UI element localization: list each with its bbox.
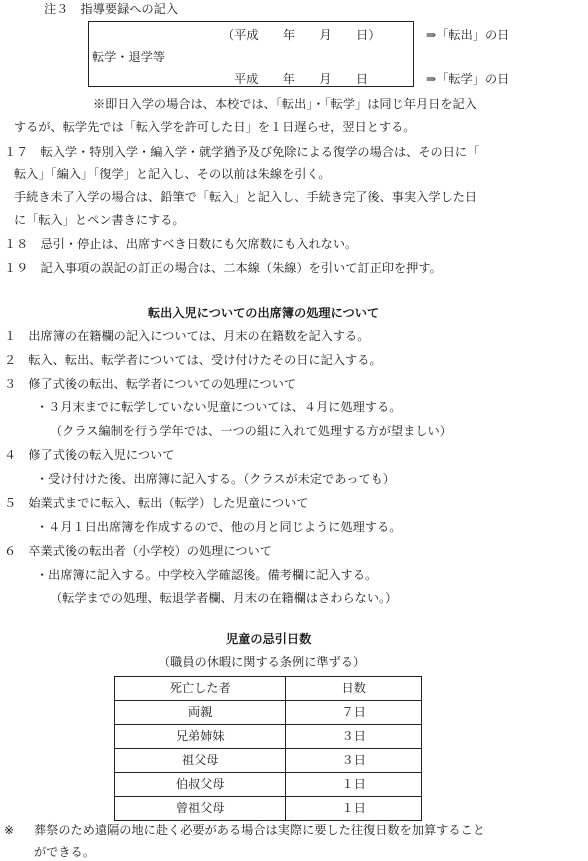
relation-cell: 両親 [115, 701, 286, 725]
section-line: ・４月１日出席簿を作成するので、他の月と同じように処理する。 [36, 520, 402, 534]
days-cell: １日 [286, 773, 422, 797]
item-17-line-1: １７ 転入学・特別入学・編入学・就学猶予及び免除による復学の場合は、その日に「 [4, 145, 480, 159]
section-line: （クラス編制を行う学年では、一つの組に入れて処理する方が望ましい） [50, 424, 452, 438]
kibiki-subtitle: （職員の休暇に関する条例に準ずる） [158, 655, 366, 669]
days-cell: ３日 [286, 749, 422, 773]
bereavement-days-table [114, 676, 422, 821]
relation-cell: 曾祖父母 [115, 797, 286, 821]
section-line: １ 出席簿の在籍欄の記入については、月末の在籍数を記入する。 [4, 329, 370, 343]
relation-cell: 伯叔父母 [115, 773, 286, 797]
box-row-3-date: 平成 年 月 日 [234, 72, 369, 86]
days-cell: １日 [286, 797, 422, 821]
section-line: ２ 転入、転出、転学者については、受け付けたその日に記入する。 [4, 353, 382, 367]
section-line: ・３月末までに転学していない児童については、４月に処理する。 [36, 400, 402, 414]
table-row [115, 701, 422, 725]
item-19: １９ 記入事項の誤記の訂正の場合は、二本線（朱線）を引いて訂正印を押す。 [4, 261, 442, 275]
relation-cell: 兄弟姉妹 [115, 725, 286, 749]
footnote-mark: ※ [4, 823, 15, 837]
table-header-row [115, 677, 422, 701]
relation-cell: 祖父母 [115, 749, 286, 773]
section-line: （転学までの処理、転退学者欄、月末の在籍欄はさわらない。） [50, 591, 398, 605]
header-deceased: 死亡した者 [115, 677, 286, 701]
item-17-line-3: 手続き未了入学の場合は、鉛筆で「転入」と記入し、手続き完了後、事実入学した日 [14, 190, 478, 204]
footnote-line-1: 葬祭のため遠隔の地に赴く必要がある場合は実際に要した往復日数を加算すること [34, 823, 485, 837]
section-line: ４ 修了式後の転入児について [4, 448, 175, 462]
remark-line-1: ※即日入学の場合は、本校では、「転出」・「転学」は同じ年月日を記入 [93, 97, 477, 111]
days-cell: ３日 [286, 725, 422, 749]
section-line: ・出席簿に記入する。中学校入学確認後。備考欄に記入する。 [36, 568, 378, 582]
table-row [115, 725, 422, 749]
box-row-2-label: 転学・退学等 [92, 50, 166, 64]
arrow-tenshutsu: ⇒「転出」の日 [426, 28, 510, 42]
section-line: ６ 卒業式後の転出者（小学校）の処理について [4, 544, 272, 558]
item-17-line-2: 転入」「編入」「復学」と記入し、その以前は朱線を引く。 [14, 167, 331, 181]
note3-title: 注３ 指導要録への記入 [44, 2, 179, 16]
section-line: ５ 始業式までに転入、転出（転学）した児童について [4, 496, 309, 510]
table-row [115, 797, 422, 821]
table-row [115, 749, 422, 773]
footnote-line-2: ができる。 [34, 845, 95, 859]
section-line: ・受け付けた後、出席簿に記入する。（クラスが未定であっても） [36, 472, 396, 486]
section-heading: 転出入児についての出席簿の処理について [148, 306, 380, 320]
header-days: 日数 [286, 677, 422, 701]
table-row [115, 773, 422, 797]
box-row-1-date: （平成 年 月 日） [222, 28, 381, 42]
item-17-line-4: に「転入」とペン書きにする。 [14, 213, 185, 227]
kibiki-title: 児童の忌引日数 [226, 632, 312, 646]
item-18: １８ 忌引・停止は、出席すべき日数にも欠席数にも入れない。 [4, 237, 358, 251]
days-cell: ７日 [286, 701, 422, 725]
arrow-tengaku: ⇒「転学」の日 [426, 72, 510, 86]
remark-line-2: するが、転学先では「転入学を許可した日」を１日遅らせ，翌日とする。 [14, 120, 416, 134]
section-line: ３ 修了式後の転出、転学者についての処理について [4, 377, 297, 391]
